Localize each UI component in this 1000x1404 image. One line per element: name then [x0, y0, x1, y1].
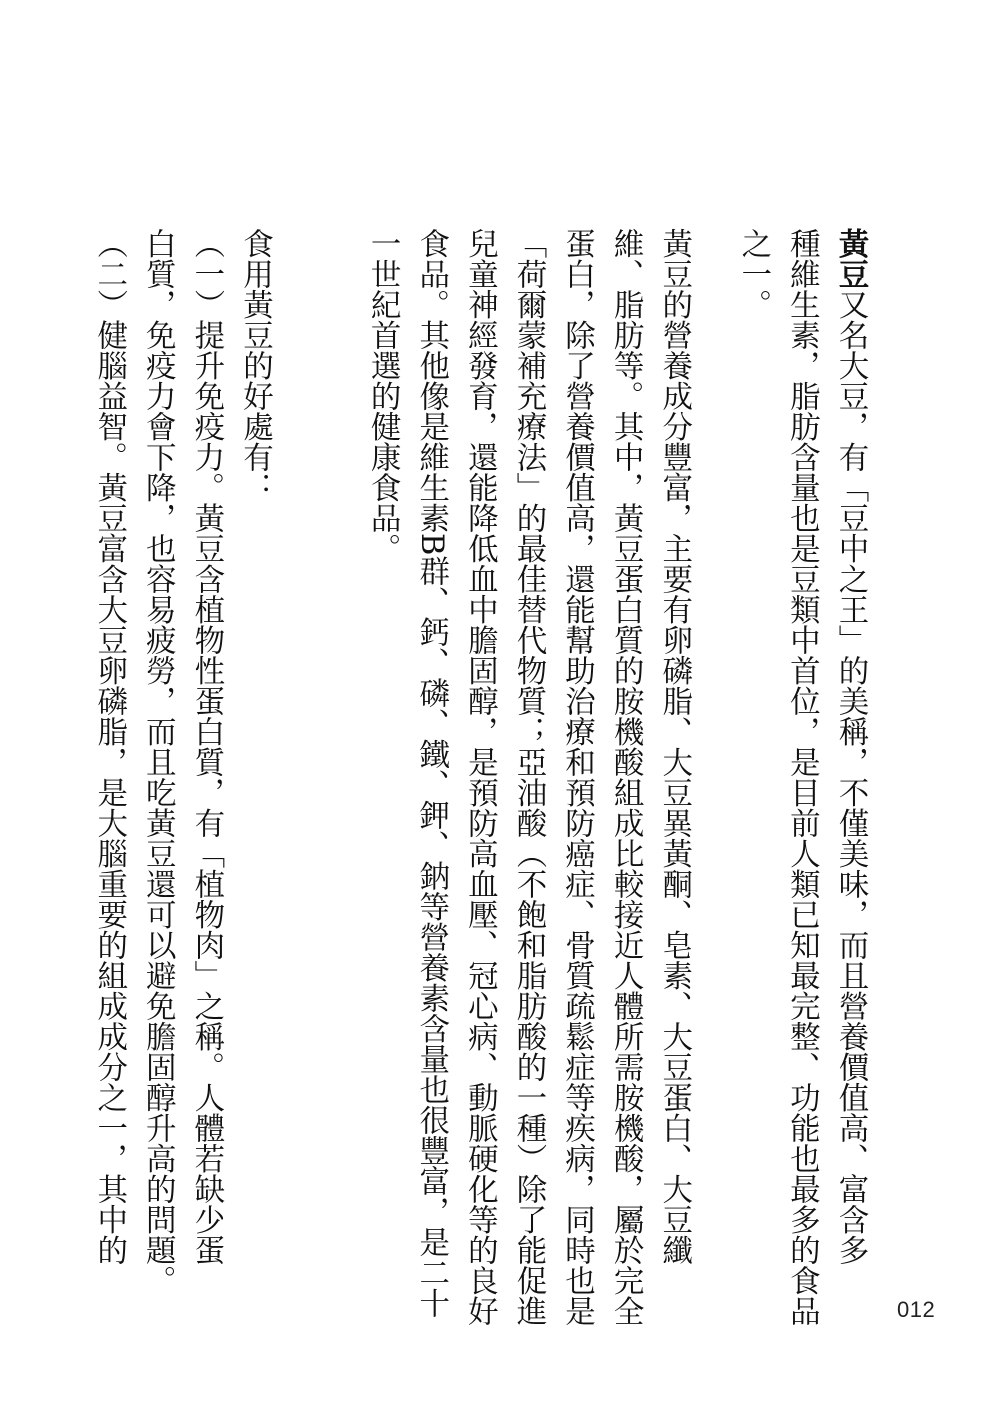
blank-line — [309, 228, 358, 1238]
paragraph-3-line-1: 食用黃豆的好處有： — [237, 228, 273, 503]
paragraph-2-line-7: 一世紀首選的健康食品。 — [365, 228, 401, 564]
paragraph-2-line-3: 蛋白，除了營養價值高，還能幫助治療和預防癌症、骨質疏鬆症等疾病，同時也是 — [559, 228, 595, 1326]
page-number: 012 — [897, 1297, 936, 1322]
paragraph-1-line-3: 之一。 — [735, 228, 771, 320]
paragraph-4-line-2: 白質，免疫力會下降，也容易疲勞，而且吃黃豆還可以避免膽固醇升高的問題。 — [140, 228, 176, 1296]
paragraph-1-line-1-text: 又名大豆，有「豆中之王」的美稱，不僅美味，而且營養價值高、富含多 — [833, 289, 868, 1265]
paragraph-5-line-1: （二）健腦益智。黃豆富含大豆卵磷脂，是大腦重要的組成成分之一，其中的 — [91, 228, 127, 1265]
paragraph-2-line-6: 食品。其他像是維生素B群、鈣、磷、鐵、鉀、鈉等營養素含量也很豐富，是二十 — [413, 228, 449, 1318]
paragraph-1-line-2: 種維生素，脂肪含量也是豆類中首位，是目前人類已知最完整、功能也最多的食品 — [784, 228, 820, 1326]
key-term: 黃豆 — [833, 228, 868, 289]
vertical-body-text — [84, 228, 874, 1326]
paragraph-2-line-4: 「荷爾蒙補充療法」的最佳替代物質；亞油酸（不飽和脂肪酸的一種）除了能促進 — [510, 228, 546, 1326]
paragraph-2-line-5: 兒童神經發育，還能降低血中膽固醇，是預防高血壓、冠心病、動脈硬化等的良好 — [462, 228, 498, 1326]
paragraph-2-line-2: 維、脂肪等。其中，黃豆蛋白質的胺機酸組成比較接近人體所需胺機酸，屬於完全 — [608, 228, 644, 1326]
paragraph-4-line-1: （一）提升免疫力。黃豆含植物性蛋白質，有「植物肉」之稱。人體若缺少蛋 — [188, 228, 224, 1265]
paragraph-1-line-1 — [825, 228, 874, 1265]
paragraph-2-line-1: 黃豆的營養成分豐富，主要有卵磷脂、大豆異黃酮、皂素、大豆蛋白、大豆纖 — [656, 228, 692, 1265]
